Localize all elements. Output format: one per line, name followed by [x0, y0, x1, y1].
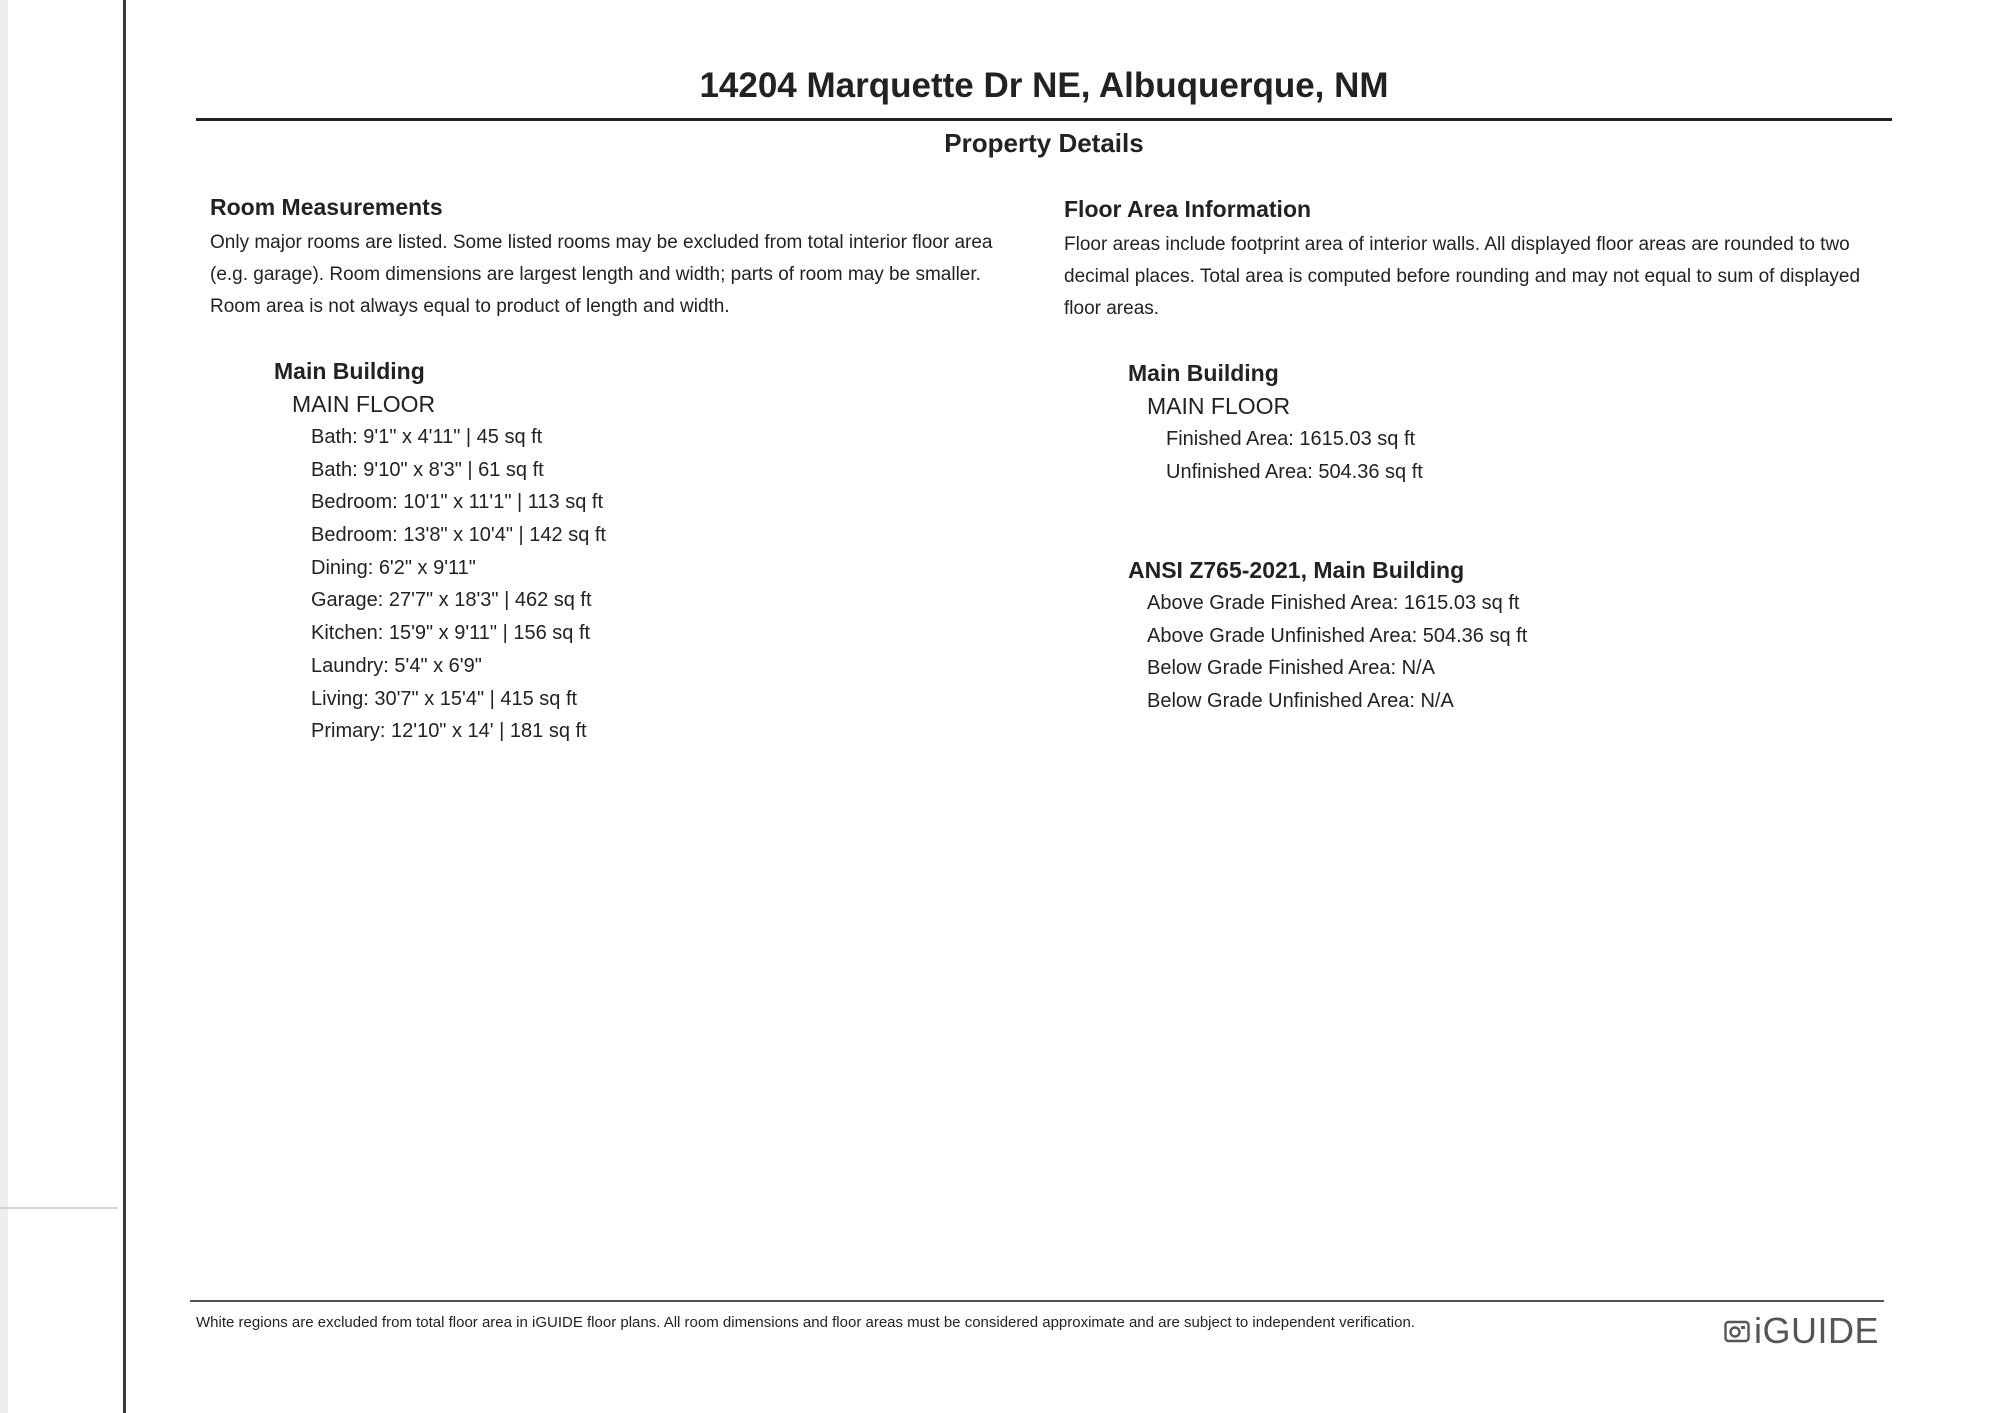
- room-building-heading: Main Building: [274, 358, 425, 384]
- note-line: decimal places. Total area is computed before rounding and may not equal to sum of displayed: [1064, 266, 1861, 287]
- camera-icon: [1724, 1318, 1750, 1344]
- note-line: Room area is not always equal to product of length and width.: [210, 296, 730, 317]
- room-item: Garage: 27'7" x 18'3" | 462 sq ft: [311, 589, 592, 612]
- room-measurements-heading: Room Measurements: [210, 194, 443, 220]
- room-item: Bedroom: 13'8" x 10'4" | 142 sq ft: [311, 524, 606, 547]
- note-line: Floor areas include footprint area of interior walls. All displayed floor areas are rounded to two: [1064, 234, 1850, 255]
- room-item: Dining: 6'2" x 9'11": [311, 556, 476, 579]
- footer-disclaimer: White regions are excluded from total floor area in iGUIDE floor plans. All room dimensions and floor areas must be considered approximate and are subject to independent verification.: [196, 1314, 1415, 1331]
- scan-margin-line: [123, 0, 126, 1413]
- room-item: Primary: 12'10" x 14' | 181 sq ft: [311, 720, 587, 743]
- ansi-item: Above Grade Unfinished Area: 504.36 sq ft: [1147, 624, 1528, 647]
- floor-floor-label: MAIN FLOOR: [1147, 393, 1291, 419]
- ansi-list: [1147, 587, 1527, 718]
- ansi-item: Above Grade Finished Area: 1615.03 sq ft: [1147, 592, 1520, 614]
- note-line: (e.g. garage). Room dimensions are largest length and width; parts of room may be smaller.: [210, 264, 981, 285]
- floor-area-item: Finished Area: 1615.03 sq ft: [1166, 428, 1416, 450]
- room-item: Bath: 9'1" x 4'11" | 45 sq ft: [311, 426, 543, 448]
- note-line: floor areas.: [1064, 298, 1160, 319]
- room-measurements-notes: [210, 227, 992, 323]
- ansi-heading: ANSI Z765-2021, Main Building: [1128, 557, 1465, 583]
- scan-margin-tick: [0, 1207, 118, 1209]
- footer-rule: [190, 1300, 1884, 1302]
- floor-building-heading: Main Building: [1128, 360, 1279, 386]
- room-item: Kitchen: 15'9" x 9'11" | 156 sq ft: [311, 622, 591, 645]
- ansi-item: Below Grade Unfinished Area: N/A: [1147, 690, 1454, 713]
- room-floor-label: MAIN FLOOR: [292, 391, 436, 417]
- iguide-logo: [1724, 1310, 1879, 1352]
- title-rule: [196, 118, 1892, 121]
- note-line: Only major rooms are listed. Some listed rooms may be excluded from total interior floor area: [210, 232, 993, 253]
- floor-area-list: [1166, 423, 1423, 488]
- page-subtitle: Property Details: [944, 128, 1144, 158]
- floor-area-notes: [1064, 229, 1860, 325]
- floor-area-heading: Floor Area Information: [1064, 196, 1312, 222]
- floor-area-item: Unfinished Area: 504.36 sq ft: [1166, 460, 1423, 483]
- logo-text: iGUIDE: [1754, 1310, 1880, 1351]
- room-item: Bath: 9'10" x 8'3" | 61 sq ft: [311, 458, 544, 481]
- room-item: Bedroom: 10'1" x 11'1" | 113 sq ft: [311, 491, 604, 514]
- page-title: 14204 Marquette Dr NE, Albuquerque, NM: [699, 66, 1389, 105]
- ansi-item: Below Grade Finished Area: N/A: [1147, 657, 1435, 680]
- room-item: Living: 30'7" x 15'4" | 415 sq ft: [311, 687, 578, 710]
- room-item: Laundry: 5'4" x 6'9": [311, 654, 482, 677]
- room-list: [311, 421, 606, 748]
- scan-edge-shade: [0, 0, 8, 1413]
